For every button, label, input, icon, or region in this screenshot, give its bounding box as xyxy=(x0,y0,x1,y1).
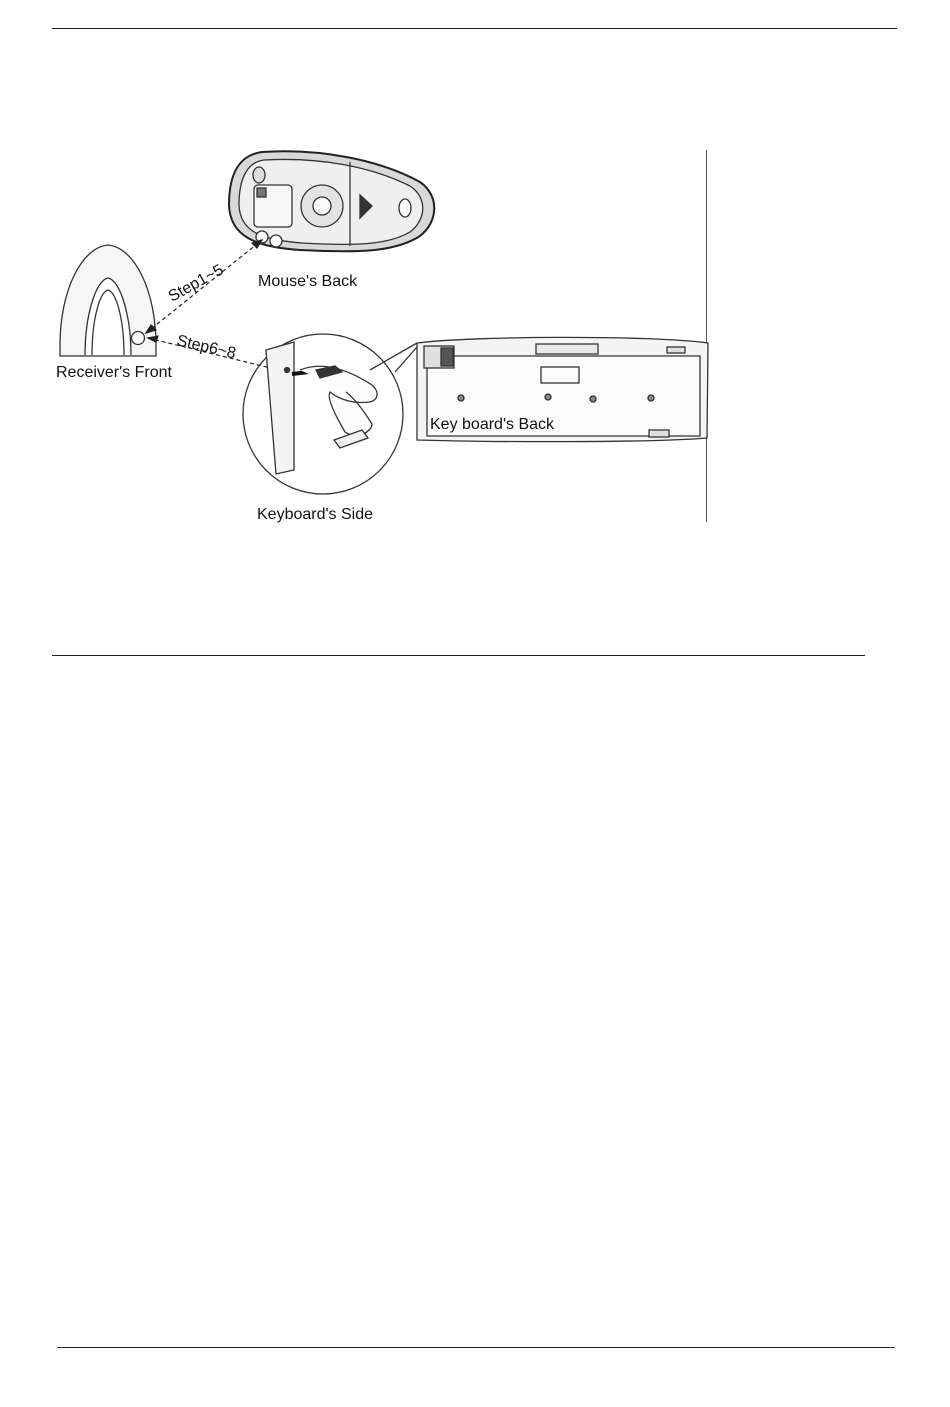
mouse-back-label: Mouse's Back xyxy=(258,273,358,290)
receiver-front-label: Receiver's Front xyxy=(56,364,172,381)
receiver-illustration xyxy=(60,245,156,356)
keyboard-back-label: Key board's Back xyxy=(430,416,555,433)
step-6-8-label: Step6~8 xyxy=(175,332,238,363)
step-1-5-label: Step1~5 xyxy=(165,261,227,306)
mouse-illustration xyxy=(229,151,434,251)
keyboard-side-label: Keyboard's Side xyxy=(257,506,374,523)
callout-lines xyxy=(370,343,417,372)
keyboard-side-illustration xyxy=(243,334,403,494)
